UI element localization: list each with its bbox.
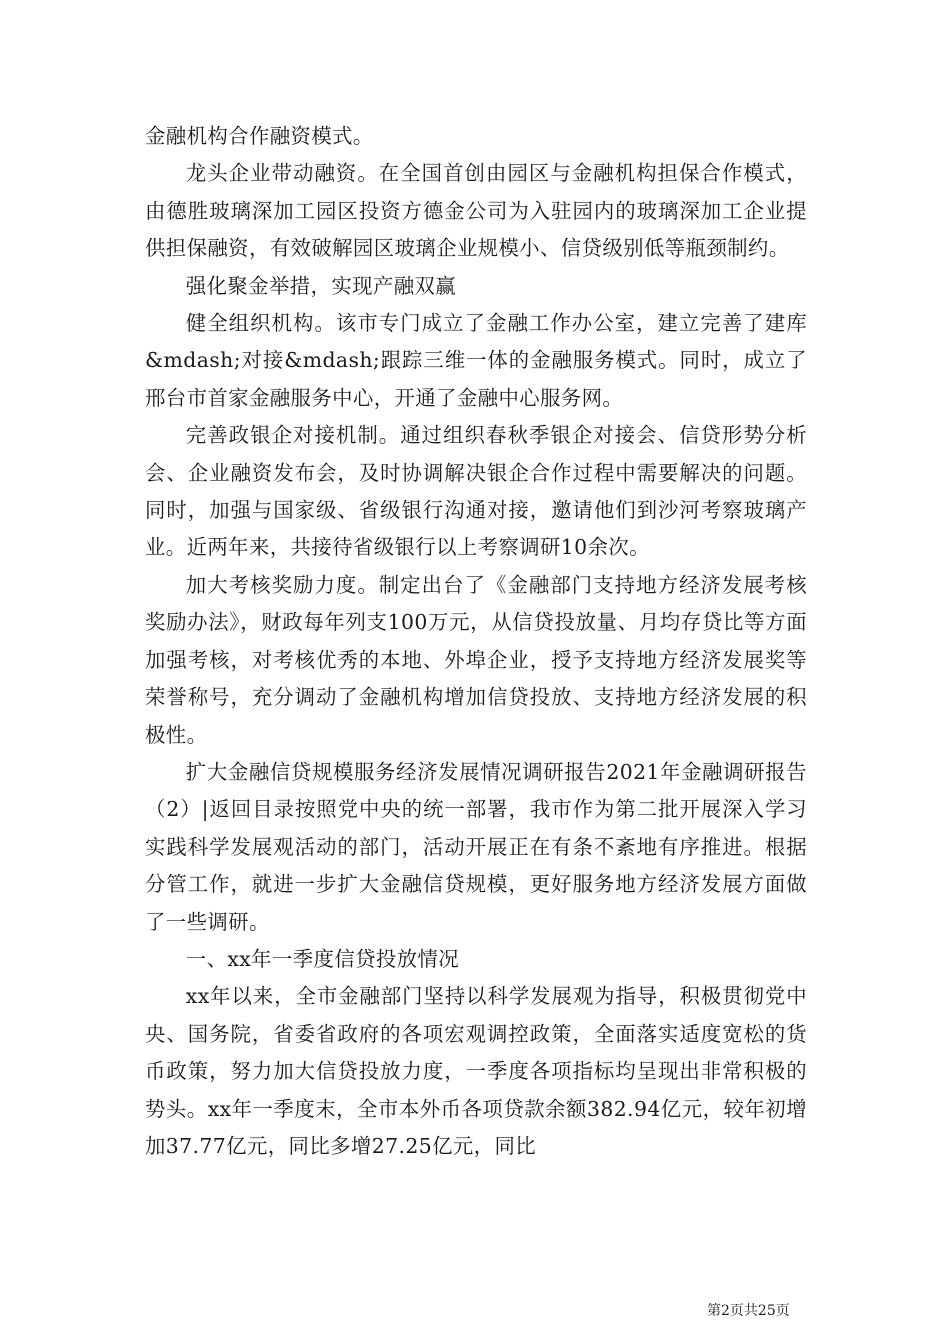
section-heading: 一、xx年一季度信贷投放情况 [185, 946, 460, 971]
paragraph: 金融机构合作融资模式。 [145, 124, 374, 148]
paragraph: 加大考核奖励力度。制定出台了《金融部门支持地方经济发展考核奖励办法》，财政每年列支100万元，从信贷投放量、月均存贷比等方面加强考核，对考核优秀的本地、外埠企业，授予支持地方经济发展奖等荣誉称号，充分调动了金融机构增加信贷投放、支持地方经济发展的积极性。 [145, 572, 807, 747]
paragraph: 完善政银企对接机制。通过组织春秋季银企对接会、信贷形势分析会、企业融资发布会，及时协调解决银企合作过程中需要解决的问题。同时，加强与国家级、省级银行沟通对接，邀请他们到沙河考察玻璃产业。近两年来，共接待省级银行以上考察调研10余次。 [145, 423, 807, 560]
paragraph: 龙头企业带动融资。在全国首创由园区与金融机构担保合作模式，由德胜玻璃深加工园区投资方德金公司为入驻园内的玻璃深加工企业提供担保融资，有效破解园区玻璃企业规模小、信贷级别低等瓶颈制约。 [145, 161, 807, 261]
paragraph: 健全组织机构。该市专门成立了金融工作办公室，建立完善了建库&mdash;对接&mdash;跟踪三维一体的金融服务模式。同时，成立了邢台市首家金融服务中心，开通了金融中心服务网。 [145, 311, 807, 410]
paragraph: 扩大金融信贷规模服务经济发展情况调研报告2021年金融调研报告（2）|返回目录按照党中央的统一部署，我市作为第二批开展深入学习实践科学发展观活动的部门，活动开展正在有条不紊地有序推进。根据分管工作，就进一步扩大金融信贷规模，更好服务地方经济发展方面做了一些调研。 [145, 759, 807, 934]
page-number: 第2页共25页 [707, 1303, 790, 1319]
section-heading: 强化聚金举措，实现产融双赢 [185, 273, 457, 298]
paragraph: xx年以来，全市金融部门坚持以科学发展观为指导，积极贯彻党中央、国务院，省委省政府的各项宏观调控政策，全面落实适度宽松的货币政策，努力加大信贷投放力度，一季度各项指标均呈现出非常积极的势头。xx年一季度末，全市本外币各项贷款余额382.94亿元，较年初增加37.77亿元，同比多增27.25亿元，同比 [145, 984, 807, 1158]
document-body [145, 118, 807, 1165]
